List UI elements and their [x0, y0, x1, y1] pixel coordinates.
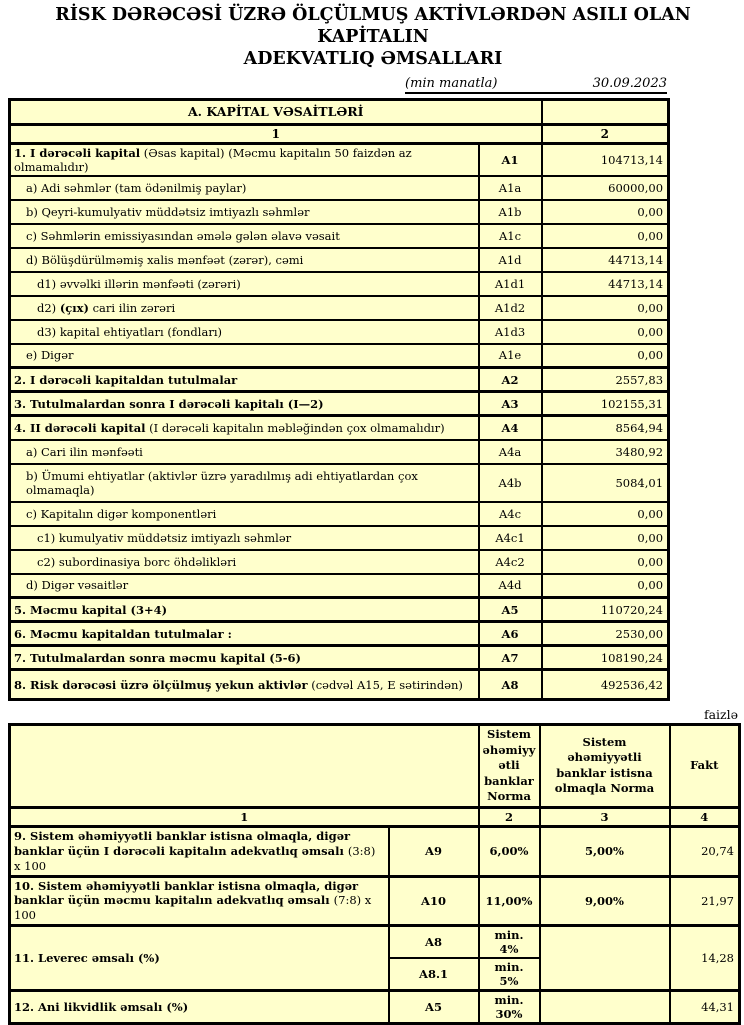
row-tier1-adequacy	[10, 826, 740, 876]
table-row	[10, 176, 669, 200]
table-row	[10, 440, 669, 464]
row-value: 44713,14	[542, 248, 669, 272]
table-row	[10, 392, 669, 416]
ratios-colnum-row	[10, 807, 740, 826]
row-code: A7	[479, 646, 542, 670]
row-code: A8.1	[389, 958, 479, 991]
table-row	[10, 248, 669, 272]
capital-table-header-empty	[542, 99, 669, 124]
row-value: 104713,14	[542, 143, 669, 176]
row-code: A1d	[479, 248, 542, 272]
row-label: 4. II dərəcəli kapital (I dərəcəli kapitalın məbləğindən çox olmamalıdır)	[10, 416, 479, 440]
row-label: a) Cari ilin mənfəəti	[10, 440, 479, 464]
row-code: A1a	[479, 176, 542, 200]
row-code: A6	[479, 622, 542, 646]
row-label: 2. I dərəcəli kapitaldan tutulmalar	[10, 368, 479, 392]
row-value: 0,00	[542, 296, 669, 320]
table-row	[10, 296, 669, 320]
row-code: A8	[479, 670, 542, 700]
row-value: 2557,83	[542, 368, 669, 392]
row-value: 60000,00	[542, 176, 669, 200]
row-code: A4d	[479, 574, 542, 598]
row-label: d3) kapital ehtiyatları (fondları)	[10, 320, 479, 344]
row-label: c) Səhmlərin emissiyasından əmələ gələn əlavə vəsait	[10, 224, 479, 248]
row-label: c) Kapitalın digər komponentləri	[10, 502, 479, 526]
report-date: 30.09.2023	[592, 75, 667, 91]
colnum-1: 1	[10, 807, 479, 826]
row-code: A2	[479, 368, 542, 392]
table-row	[10, 598, 669, 622]
row-value: 492536,42	[542, 670, 669, 700]
table-row	[10, 574, 669, 598]
capital-table-header-row	[10, 99, 669, 124]
row-code: A3	[479, 392, 542, 416]
row-value: 0,00	[542, 526, 669, 550]
row-code: A5	[389, 991, 479, 1024]
row-label: 6. Məcmu kapitaldan tutulmalar :	[10, 622, 479, 646]
table-row	[10, 416, 669, 440]
row-code: A10	[389, 876, 479, 926]
row-code: A1b	[479, 200, 542, 224]
table-row	[10, 646, 669, 670]
row-code: A8	[389, 926, 479, 959]
header-norma-exc: Sistem əhəmiyyətli banklar istisna olmaqla Norma	[540, 725, 670, 808]
row-value: 0,00	[542, 550, 669, 574]
row-label: d2) (çıx) cari ilin zərəri	[10, 296, 479, 320]
row-code: A4b	[479, 464, 542, 502]
row-value: 3480,92	[542, 440, 669, 464]
row-value: 110720,24	[542, 598, 669, 622]
colnum-1: 1	[10, 124, 542, 143]
row-code: A9	[389, 826, 479, 876]
table-row	[10, 526, 669, 550]
row-label: d) Digər vəsaitlər	[10, 574, 479, 598]
fakt-value: 20,74	[670, 826, 740, 876]
table-row	[10, 272, 669, 296]
table-row	[10, 464, 669, 502]
table-row	[10, 502, 669, 526]
colnum-2: 2	[479, 807, 540, 826]
row-label: 12. Ani likvidlik əmsalı (%)	[10, 991, 389, 1024]
meta-underline	[405, 76, 667, 94]
row-label: 3. Tutulmalardan sonra I dərəcəli kapitalı (I—2)	[10, 392, 479, 416]
row-value: 44713,14	[542, 272, 669, 296]
norma-sys-value: min. 5%	[479, 958, 540, 991]
meta-row	[8, 76, 667, 94]
row-code: A4c2	[479, 550, 542, 574]
table-row	[10, 670, 669, 700]
row-label: 5. Məcmu kapital (3+4)	[10, 598, 479, 622]
table-row	[10, 320, 669, 344]
percent-note: faizlə	[703, 707, 738, 723]
title-line-1: RİSK DƏRƏCƏSİ ÜZRƏ ÖLÇÜLMUŞ AKTİVLƏRDƏN ASILI OLAN KAPİTALIN	[55, 5, 691, 47]
norma-sys-value: 6,00%	[479, 826, 540, 876]
colnum-4: 4	[670, 807, 740, 826]
row-value: 102155,31	[542, 392, 669, 416]
table-row	[10, 622, 669, 646]
row-label: 7. Tutulmalardan sonra məcmu kapital (5-6)	[10, 646, 479, 670]
row-label: 9. Sistem əhəmiyyətli banklar istisna olmaqla, digər banklar üçün I dərəcəli kapitalın adekvatlıq əmsalı (3:8) x 100	[10, 826, 389, 876]
row-code: A1d2	[479, 296, 542, 320]
row-code: A1d3	[479, 320, 542, 344]
row-code: A4a	[479, 440, 542, 464]
row-value: 0,00	[542, 574, 669, 598]
table-row	[10, 550, 669, 574]
row-code: A4c1	[479, 526, 542, 550]
table-row	[10, 200, 669, 224]
colnum-3: 3	[540, 807, 670, 826]
row-label: e) Digər	[10, 344, 479, 368]
row-code: A1d1	[479, 272, 542, 296]
row-label: c2) subordinasiya borc öhdəlikləri	[10, 550, 479, 574]
row-value: 0,00	[542, 344, 669, 368]
row-code: A5	[479, 598, 542, 622]
header-fakt: Fakt	[670, 725, 740, 808]
row-label: c1) kumulyativ müddətsiz imtiyazlı səhmlər	[10, 526, 479, 550]
fakt-value: 44,31	[670, 991, 740, 1024]
row-leverage	[10, 926, 740, 959]
capital-table-title: A. KAPİTAL VƏSAİTLƏRİ	[10, 99, 542, 124]
row-code: A4c	[479, 502, 542, 526]
row-label: 11. Leverec əmsalı (%)	[10, 926, 389, 991]
capital-table-body	[10, 99, 669, 700]
row-value: 108190,24	[542, 646, 669, 670]
fakt-value: 21,97	[670, 876, 740, 926]
table-row	[10, 368, 669, 392]
table-row	[10, 344, 669, 368]
row-label: 8. Risk dərəcəsi üzrə ölçülmuş yekun aktivlər (cədvəl A15, E sətirindən)	[10, 670, 479, 700]
row-liquidity	[10, 991, 740, 1024]
ratios-header-empty	[10, 725, 479, 808]
row-label: d) Bölüşdürülməmiş xalis mənfəət (zərər), cəmi	[10, 248, 479, 272]
row-label: 1. I dərəcəli kapital (Əsas kapital) (Məcmu kapitalın 50 faizdən az olmamalıdır)	[10, 143, 479, 176]
table-row	[10, 143, 669, 176]
row-total-adequacy	[10, 876, 740, 926]
ratios-table	[8, 723, 741, 1025]
row-label: d1) əvvəlki illərin mənfəəti (zərəri)	[10, 272, 479, 296]
row-label: b) Qeyri-kumulyativ müddətsiz imtiyazlı səhmlər	[10, 200, 479, 224]
page-title	[38, 5, 708, 71]
capital-table-colnum-row	[10, 124, 669, 143]
row-value: 0,00	[542, 320, 669, 344]
row-code: A1c	[479, 224, 542, 248]
capital-table	[8, 98, 670, 702]
table-row	[10, 224, 669, 248]
norma-exc-value: 5,00%	[540, 826, 670, 876]
norma-exc-value: 9,00%	[540, 876, 670, 926]
norma-sys-value: min. 4%	[479, 926, 540, 959]
row-code: A1	[479, 143, 542, 176]
norma-sys-value: min. 30%	[479, 991, 540, 1024]
row-value: 8564,94	[542, 416, 669, 440]
header-norma-sys: Sistem əhəmiyyətli banklar Norma	[479, 725, 540, 808]
title-line-2: ADEKVATLIQ ƏMSALLARI	[243, 48, 503, 69]
row-code: A1e	[479, 344, 542, 368]
row-value: 0,00	[542, 224, 669, 248]
norma-exc-empty	[540, 926, 670, 991]
row-label: b) Ümumi ehtiyatlar (aktivlər üzrə yaradılmış adi ehtiyatlardan çox olmamaqla)	[10, 464, 479, 502]
unit-note: (min manatla)	[405, 75, 498, 91]
row-value: 0,00	[542, 200, 669, 224]
colnum-2: 2	[542, 124, 669, 143]
norma-sys-value: 11,00%	[479, 876, 540, 926]
row-value: 2530,00	[542, 622, 669, 646]
row-value: 5084,01	[542, 464, 669, 502]
row-value: 0,00	[542, 502, 669, 526]
fakt-value: 14,28	[670, 926, 740, 991]
row-code: A4	[479, 416, 542, 440]
row-label: 10. Sistem əhəmiyyətli banklar istisna olmaqla, digər banklar üçün məcmu kapitalın adekvatlıq əmsalı (7:8) x 100	[10, 876, 389, 926]
row-label: a) Adi səhmlər (tam ödənilmiş paylar)	[10, 176, 479, 200]
norma-exc-empty	[540, 991, 670, 1024]
ratios-header-row	[10, 725, 740, 808]
